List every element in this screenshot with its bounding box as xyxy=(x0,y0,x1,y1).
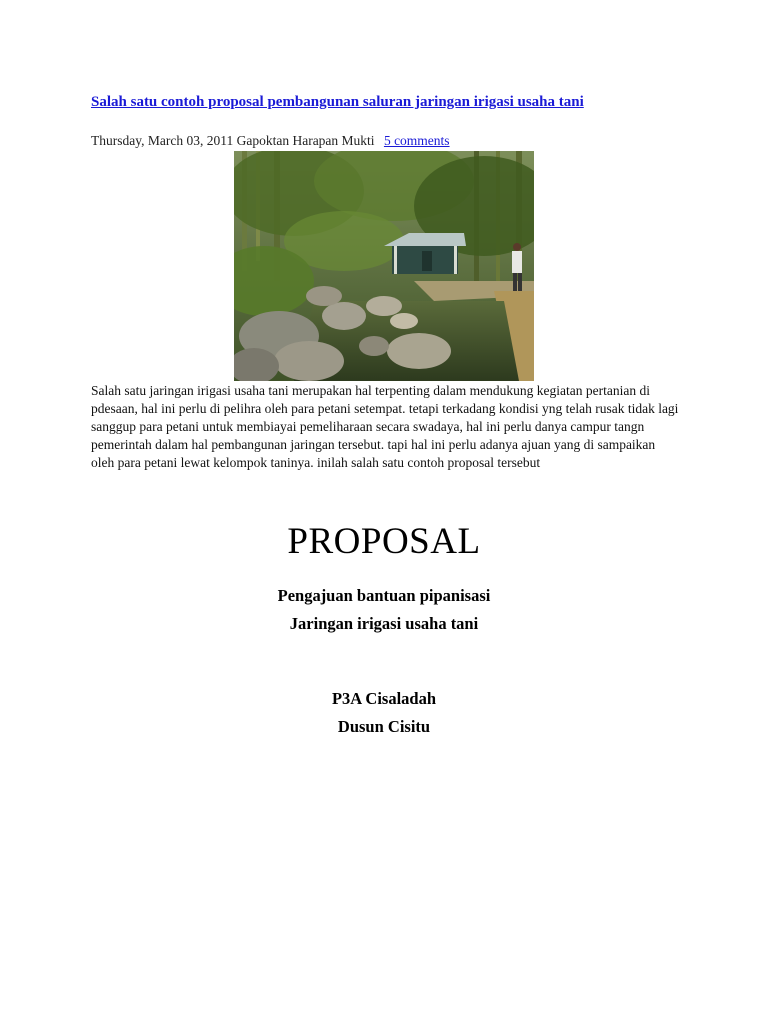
proposal-org-name: P3A Cisaladah xyxy=(331,689,437,708)
proposal-heading: PROPOSAL xyxy=(287,521,481,562)
proposal-subtitle-line1: Pengajuan bantuan pipanisasi xyxy=(277,586,491,605)
proposal-subtitle-line2: Jaringan irigasi usaha tani xyxy=(289,614,479,633)
proposal-org-location: Dusun Cisitu xyxy=(337,717,431,736)
intro-paragraph: Salah satu jaringan irigasi usaha tani merupakan hal terpenting dalam mendukung kegiatan pertanian di pdesaan, hal ini perlu di pelihra oleh para petani setempat. tetapi terkadang kondisi yng telah rusak tidak lagi sanggup para petani untuk membiayai pemeliharaan secara swadaya, hal ini perlu danya campur tangn pemerintah dalam hal pembangunan jaringan tersebut. tapi hal ini perlu adanya ajuan yang di sampaikan oleh para petani lewat kelompok taninya. inilah salah satu contoh proposal tersebut xyxy=(91,383,679,470)
comments-link[interactable]: 5 comments xyxy=(383,133,450,148)
post-title-link[interactable]: Salah satu contoh proposal pembangunan saluran jaringan irigasi usaha tani xyxy=(91,94,584,110)
post-date-author: Thursday, March 03, 2011 Gapoktan Harapan Mukti xyxy=(91,133,375,148)
irrigation-photo xyxy=(234,151,534,381)
post-meta xyxy=(91,133,450,149)
